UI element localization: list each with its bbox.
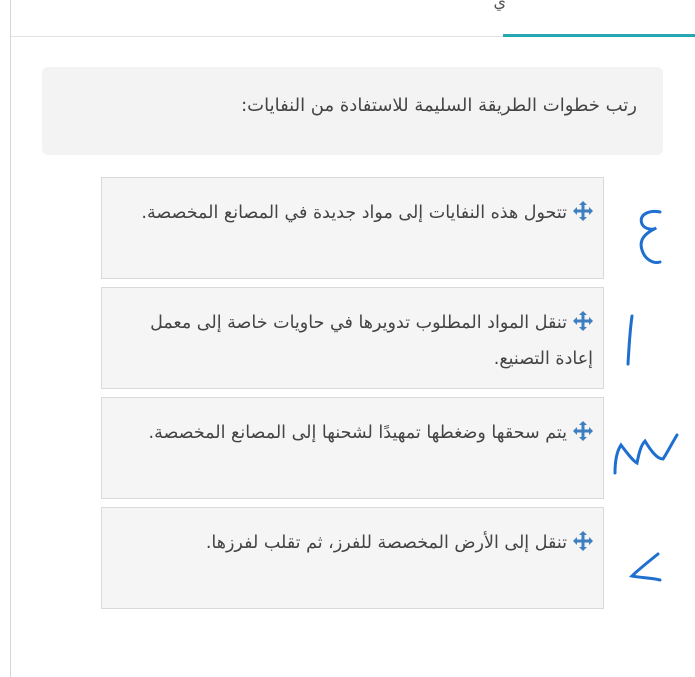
handwritten-mark-2 [620, 540, 670, 590]
handwritten-mark-3 [605, 425, 685, 485]
item-text: تنقل المواد المطلوب تدويرها في حاويات خاصة إلى معمل إعادة التصنيع. [150, 313, 593, 369]
question-text: رتب خطوات الطريقة السليمة للاستفادة من النفايات: [241, 95, 637, 116]
item-text: يتم سحقها وضغطها تمهيدًا لشحنها إلى المصانع المخصصة. [148, 423, 567, 443]
move-arrows-icon[interactable] [573, 531, 593, 551]
tab-label[interactable]: ي [493, 0, 506, 11]
item-text: تنقل إلى الأرض المخصصة للفرز، ثم تقلب لفرزها. [205, 533, 567, 553]
question-panel [10, 0, 695, 677]
sortable-item-3[interactable] [101, 397, 604, 499]
move-arrows-icon[interactable] [573, 421, 593, 441]
sortable-item-1[interactable] [101, 177, 604, 279]
sortable-item-4[interactable] [101, 507, 604, 609]
item-text: تتحول هذه النفايات إلى مواد جديدة في المصانع المخصصة. [141, 203, 567, 223]
tab-bar [11, 0, 695, 37]
move-arrows-icon[interactable] [573, 201, 593, 221]
active-tab-indicator [503, 34, 695, 37]
handwritten-mark-4 [620, 200, 670, 270]
sortable-item-2[interactable] [101, 287, 604, 389]
question-prompt [42, 67, 663, 155]
handwritten-mark-1 [608, 310, 648, 370]
move-arrows-icon[interactable] [573, 311, 593, 331]
